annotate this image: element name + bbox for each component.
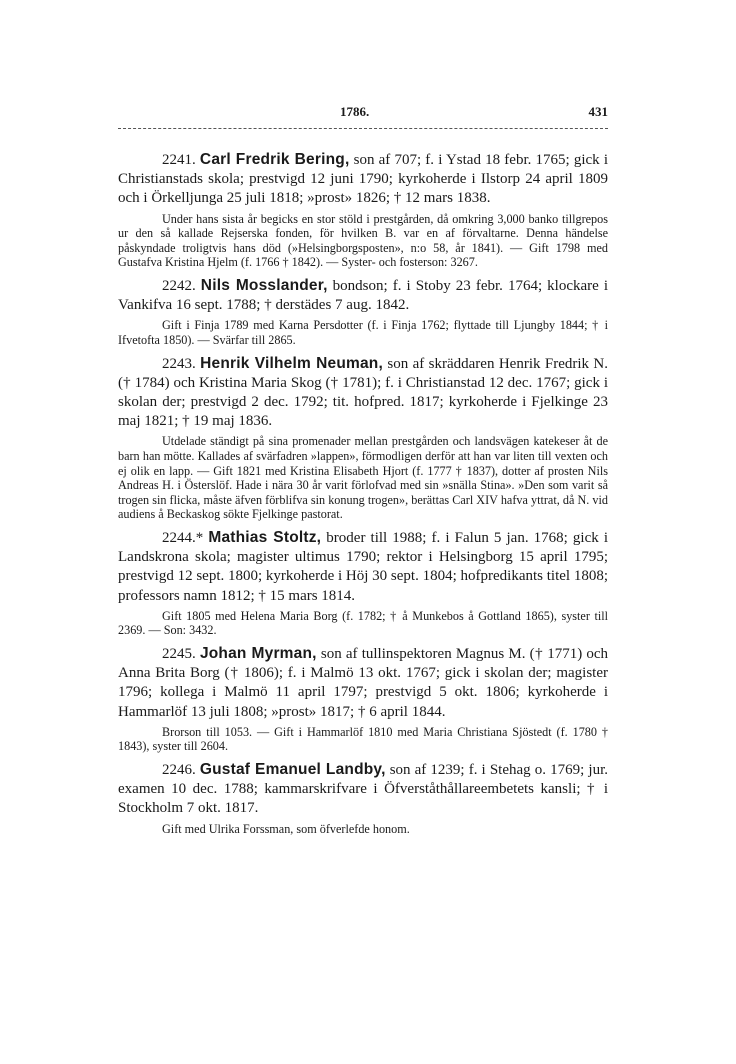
entry-note: Brorson till 1053. — Gift i Hammarlöf 1810 med Maria Christiana Sjöstedt (f. 1780 † 1843), syster till 2604. (118, 724, 608, 754)
entry-name: Nils Mosslander, (200, 276, 328, 294)
entry-text: son af tullinspektoren Magnus M. († 1771) och Anna Brita Borg († 1806); f. i Malmö 13 okt. 1767; gick i skolan der; magister 1796; kollega i Malmö 11 april 1797; prestvigd 5 okt. 1806; kyrkoherde i Hammarlöf 13 juli 1808; »prost» 1817; † 6 april 1844. (118, 645, 609, 720)
entry-note: Gift i Finja 1789 med Karna Persdotter (f. i Finja 1762; flyttade till Ljungby 1844; † i Ifvetofta 1850). — Svärfar till 2865. (118, 318, 608, 347)
entry-name: Johan Myrman, (199, 644, 317, 662)
entry-number: 2245. (162, 645, 196, 662)
page-number: 431 (588, 104, 608, 119)
entry-number: 2246. (162, 761, 196, 778)
entry-text: son af skräddaren Henrik Fredrik N. († 1784) och Kristina Maria Skog († 1781); f. i Christianstad 12 dec. 1767; gick i skolan der; prestvigd 2 dec. 1792; tit. hofpred. 1817; kyrkoherde i Fjelkinge 23 maj 1821; † 19 maj 1836. (118, 355, 609, 430)
entry-note: Utdelade ständigt på sina promenader mellan prestgården och landsvägen katekeser åt de barn han mötte. Kallades af svärfadren »lappen», förmodligen derför att han var liten till vexten och ej olik en lapp. — Gift 1821 med Kristina Elisabeth Hjort (f. 1777 † 1837), dotter af prosten Nils Andreas H. i Österslöf. Hade i nära 30 år varit förlofvad med sin »snälla Stina». »Den som varit så trogen sin flicka, måste äfven förblifva sin konung trogen», berättas Carl XIV hafva yttrat, då N. vid audiens å Beckaskog sökte Fjelkinge pastorat. (118, 434, 608, 522)
entry-number: 2244.* (162, 529, 204, 546)
header-rule (118, 128, 608, 129)
entry-2246 (118, 760, 608, 819)
entry-2245 (118, 644, 608, 722)
running-header (118, 104, 608, 124)
entry-2242 (118, 276, 608, 315)
entry-text: bondson; f. i Stoby 23 febr. 1764; klockare i Vankifva 16 sept. 1788; † derstädes 7 aug. 1842. (118, 277, 609, 314)
header-year: 1786. (340, 104, 370, 119)
entry-text: son af 707; f. i Ystad 18 febr. 1765; gick i Christianstads skola; prestvigd 12 juni 1790; kyrkoherde i Ilstorp 24 april 1809 och i Örkelljunga 25 juli 1818; »prost» 1826; † 12 mars 1838. (118, 152, 609, 207)
entry-2244 (118, 528, 608, 606)
entry-2241 (118, 150, 608, 209)
entry-note: Gift med Ulrika Forssman, som öfverlefde honom. (162, 821, 410, 836)
entry-note: Under hans sista år begicks en stor stöld i prestgården, då omkring 3,000 banko tillgrepos ur den så kallade Rejserska fonden, för hvilken B. var en af förvaltarne. Denna händelse påskyndade troligtvis hans död (»Helsingborgsposten», n:o 58, år 1841). — Gift 1798 med Gustafva Kristina Hjelm (f. 1766 † 1842). — Syster- och fosterson: 3267. (118, 211, 608, 270)
entries-body (118, 150, 608, 842)
entry-2243 (118, 354, 608, 432)
entry-number: 2241. (162, 152, 196, 168)
entry-name: Carl Fredrik Bering, (199, 151, 350, 168)
entry-name: Mathias Stoltz, (208, 528, 322, 546)
entry-text: broder till 1988; f. i Falun 5 jan. 1768; gick i Landskrona skola; magister ultimus 1790; rektor i Helsingborg 15 april 1795; prestvigd 12 sept. 1800; kyrkoherde i Höj 30 sept. 1804; hofpredikants titel 1808; professors namn 1812; † 15 mars 1814. (118, 529, 608, 604)
entry-note: Gift 1805 med Helena Maria Borg (f. 1782; † å Munkebos å Gottland 1865), syster till 2369. — Son: 3432. (118, 608, 608, 638)
entry-number: 2242. (162, 277, 196, 294)
entry-name: Gustaf Emanuel Landby, (199, 760, 386, 778)
entry-name: Henrik Vilhelm Neuman, (200, 354, 383, 372)
entry-text: son af 1239; f. i Stehag o. 1769; jur. examen 10 dec. 1788; kammarskrifvare i Öfverståthållareembetets kansli; † i Stockholm 7 okt. 1817. (118, 761, 609, 817)
entry-number: 2243. (162, 355, 196, 372)
